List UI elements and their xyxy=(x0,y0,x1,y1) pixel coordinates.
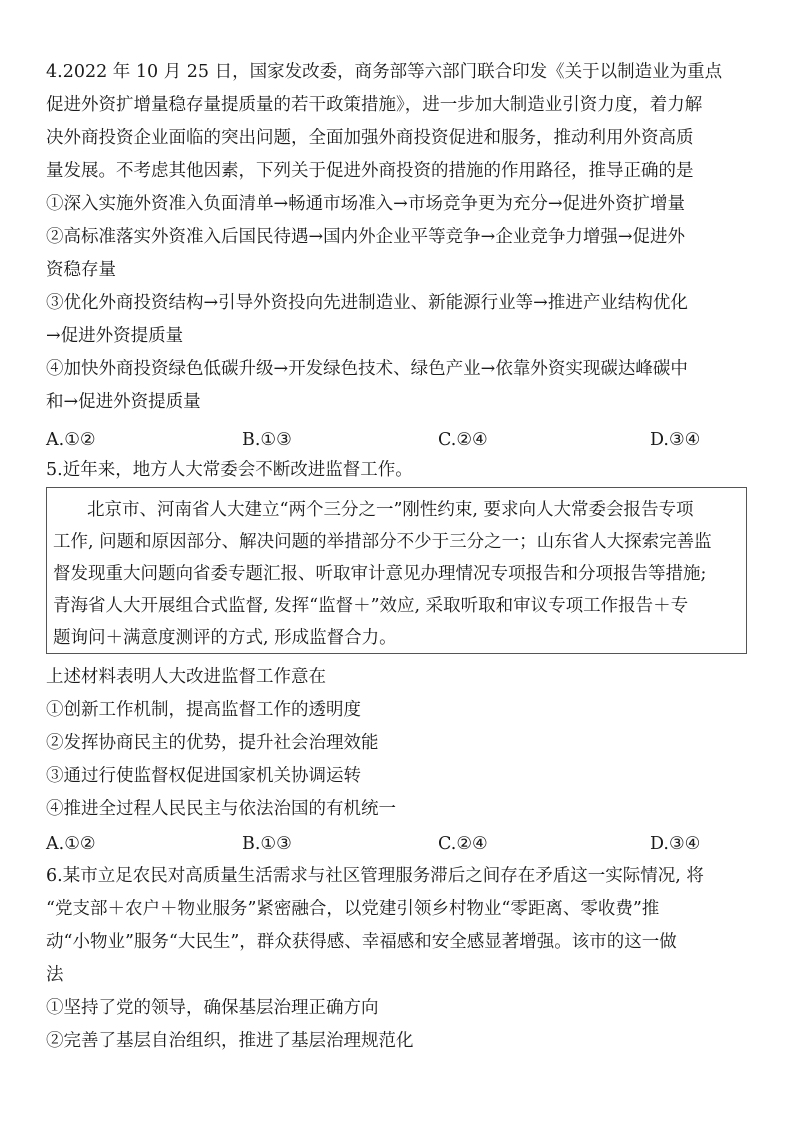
q4-line-4: 量发展。不考虑其他因素，下列关于促进外商投资的措施的作用路径，推导正确的是 xyxy=(46,161,694,181)
q4-line-2: 促进外资扩增量稳存量提质量的若干政策措施》，进一步加大制造业引资力度，着力解 xyxy=(46,95,703,115)
q5-material-line-1: 北京市、河南省人大建立“两个三分之一”刚性约束, 要求向人大常委会报告专项 xyxy=(87,500,694,520)
q5-stem: 5.近年来，地方人大常委会不断改进监督工作。 xyxy=(46,460,413,480)
q6-line-4: 法 xyxy=(46,965,64,985)
q4-line-8: ③优化外商投资结构→引导外资投向先进制造业、新能源行业等→推进产业结构优化 xyxy=(46,293,688,313)
q5-item-3: ③通过行使监督权促进国家机关协调运转 xyxy=(46,766,361,786)
q5-option-a: A.①② xyxy=(46,834,96,854)
q4-option-c: C.②④ xyxy=(438,430,488,450)
q6-line-3: 动“小物业”服务“大民生”，群众获得感、幸福感和安全感显著增强。该市的这一做 xyxy=(46,932,677,952)
q6-item-2: ②完善了基层自治组织，推进了基层治理规范化 xyxy=(46,1031,414,1051)
q5-material-line-2: 工作, 问题和原因部分、解决问题的举措部分不少于三分之一；山东省人大探索完善监 xyxy=(53,532,712,552)
q5-item-2: ②发挥协商民主的优势，提升社会治理效能 xyxy=(46,733,379,753)
q4-line-5: ①深入实施外资准入负面清单→畅通市场准入→市场竞争更为充分→促进外资扩增量 xyxy=(46,194,685,214)
q5-material-box xyxy=(46,487,747,654)
q5-material-line-4: 青海省人大开展组合式监督, 发挥“监督＋”效应, 采取听取和审议专项工作报告＋专 xyxy=(53,596,689,616)
q4-line-1: 4.2022 年 10 月 25 日，国家发改委，商务部等六部门联合印发《关于以制造业为重点 xyxy=(46,62,723,82)
q4-line-3: 决外商投资企业面临的突出问题，全面加强外商投资促进和服务，推动利用外资高质 xyxy=(46,128,694,148)
q5-option-c: C.②④ xyxy=(438,834,488,854)
q5-item-1: ①创新工作机制，提高监督工作的透明度 xyxy=(46,700,361,720)
q4-line-11: 和→促进外资提质量 xyxy=(46,392,201,412)
q5-question-line: 上述材料表明人大改进监督工作意在 xyxy=(46,667,326,687)
q4-option-d: D.③④ xyxy=(650,430,701,450)
q4-line-7: 资稳存量 xyxy=(46,260,116,280)
q6-line-2: “党支部＋农户＋物业服务”紧密融合，以党建引领乡村物业“零距离、零收费”推 xyxy=(46,899,660,919)
q5-material-line-5: 题询问＋满意度测评的方式, 形成监督合力。 xyxy=(53,628,397,648)
q5-option-d: D.③④ xyxy=(650,834,701,854)
q5-option-b: B.①③ xyxy=(242,834,292,854)
q4-option-b: B.①③ xyxy=(242,430,292,450)
q4-option-a: A.①② xyxy=(46,430,96,450)
q6-item-1: ①坚持了党的领导，确保基层治理正确方向 xyxy=(46,998,379,1018)
q5-material-line-3: 督发现重大问题向省委专题汇报、听取审计意见办理情况专项报告和分项报告等措施; xyxy=(53,564,707,584)
q6-line-1: 6.某市立足农民对高质量生活需求与社区管理服务滞后之间存在矛盾这一实际情况, 将 xyxy=(46,866,704,886)
q5-item-4: ④推进全过程人民民主与依法治国的有机统一 xyxy=(46,799,396,819)
q4-line-10: ④加快外商投资绿色低碳升级→开发绿色技术、绿色产业→依靠外资实现碳达峰碳中 xyxy=(46,359,688,379)
q4-line-9: →促进外资提质量 xyxy=(46,326,184,346)
q4-line-6: ②高标准落实外资准入后国民待遇→国内外企业平等竞争→企业竞争力增强→促进外 xyxy=(46,227,685,247)
